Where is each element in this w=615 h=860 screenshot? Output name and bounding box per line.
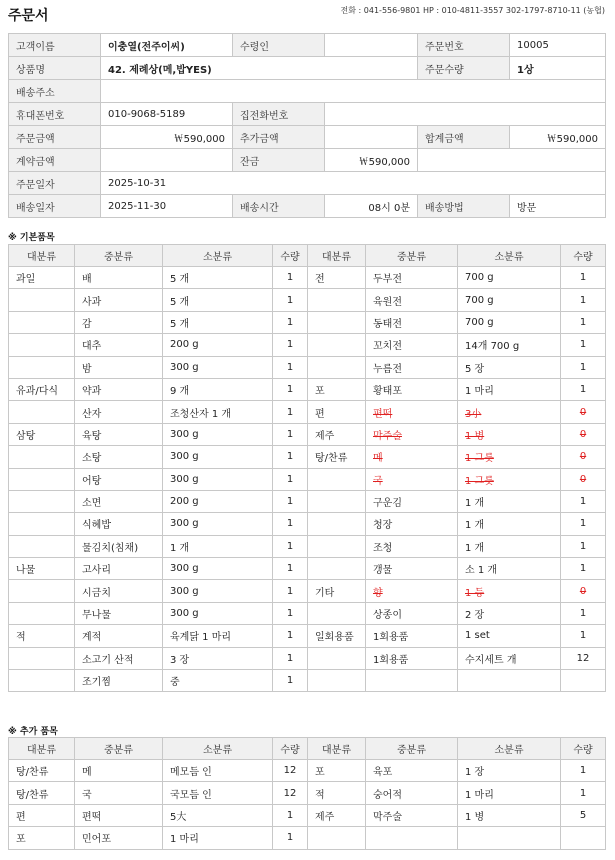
quantity-cell: 1	[273, 378, 308, 400]
minor-category-cell: 300 g	[163, 446, 273, 468]
table-row	[9, 289, 606, 311]
order-info-table	[8, 33, 606, 218]
middle-category-cell: 약과	[75, 378, 163, 400]
minor-category-cell: 조청산자 1 개	[163, 401, 273, 423]
major-category-cell: 편	[308, 401, 366, 423]
quantity-cell: 1	[273, 580, 308, 602]
middle-category-cell: 소면	[75, 490, 163, 512]
quantity-cell: 1	[561, 602, 606, 624]
major-category-cell: 전	[308, 267, 366, 289]
middle-category-cell: 1회용품	[366, 647, 458, 669]
table-row	[9, 423, 606, 445]
major-category-cell: 제주	[308, 423, 366, 445]
middle-category-cell: 물김치(침채)	[75, 535, 163, 557]
middle-category-cell: 조기찜	[75, 670, 163, 692]
middle-category-cell: 편떡	[75, 804, 163, 826]
table-row	[9, 580, 606, 602]
table-row	[9, 827, 606, 849]
middle-category-cell: 배	[75, 267, 163, 289]
middle-category-cell: 막주술	[366, 804, 458, 826]
quantity-cell: 1	[273, 625, 308, 647]
major-category-cell	[9, 468, 75, 490]
column-header-minor-category: 소분류	[163, 738, 273, 760]
middle-category-cell: 밤	[75, 356, 163, 378]
middle-category-cell: 소고기 산적	[75, 647, 163, 669]
quantity-cell: 1	[273, 827, 308, 849]
middle-category-cell: 누름전	[366, 356, 458, 378]
table-row	[9, 378, 606, 400]
major-category-cell	[308, 490, 366, 512]
minor-category-cell: 2 장	[458, 602, 561, 624]
minor-category-cell: 1 그릇	[458, 446, 561, 468]
minor-category-cell: 5 개	[163, 289, 273, 311]
major-category-cell: 편	[9, 804, 75, 826]
header-row	[9, 738, 606, 760]
column-header-major-category: 대분류	[308, 245, 366, 267]
minor-category-cell: 5大	[163, 804, 273, 826]
column-header-minor-category: 소분류	[458, 245, 561, 267]
column-header-major-category: 대분류	[9, 245, 75, 267]
quantity-cell: 1	[561, 760, 606, 782]
customer-label: 고객이름	[9, 34, 101, 57]
column-header-minor-category: 소분류	[163, 245, 273, 267]
major-category-cell	[9, 401, 75, 423]
column-header-quantity: 수량	[273, 245, 308, 267]
middle-category-cell: 대추	[75, 334, 163, 356]
middle-category-cell: 국	[366, 468, 458, 490]
minor-category-cell: 수지세트 개	[458, 647, 561, 669]
balance-value: ￦590,000	[325, 149, 418, 172]
middle-category-cell: 어탕	[75, 468, 163, 490]
product-label: 상품명	[9, 57, 101, 80]
empty-cell	[418, 149, 606, 172]
qty-value: 1상	[510, 57, 606, 80]
major-category-cell	[9, 311, 75, 333]
major-category-cell	[9, 535, 75, 557]
middle-category-cell: 계적	[75, 625, 163, 647]
customer-value: 이충열(전주이씨)	[101, 34, 233, 57]
minor-category-cell: 1 개	[163, 535, 273, 557]
quantity-cell: 1	[273, 311, 308, 333]
quantity-cell: 12	[561, 647, 606, 669]
minor-category-cell: 육계닭 1 마리	[163, 625, 273, 647]
column-header-major-category: 대분류	[9, 738, 75, 760]
order-info-row	[9, 126, 606, 149]
quantity-cell: 0	[561, 446, 606, 468]
middle-category-cell: 시금치	[75, 580, 163, 602]
quantity-cell: 1	[273, 558, 308, 580]
middle-category-cell: 두부전	[366, 267, 458, 289]
middle-category-cell: 산자	[75, 401, 163, 423]
major-category-cell: 탕/찬류	[308, 446, 366, 468]
amount-value: ￦590,000	[101, 126, 233, 149]
minor-category-cell: 300 g	[163, 558, 273, 580]
delivery-method-label: 배송방법	[418, 195, 510, 218]
minor-category-cell: 300 g	[163, 513, 273, 535]
basic-items-title: ※ 기본품목	[8, 233, 55, 243]
product-value: 42. 제례상(메,밥YES)	[101, 57, 418, 80]
phone-value	[325, 103, 606, 126]
extra-items-table	[8, 737, 606, 850]
address-label: 배송주소	[9, 80, 101, 103]
quantity-cell: 5	[561, 804, 606, 826]
quantity-cell	[561, 670, 606, 692]
total-label: 합계금액	[418, 126, 510, 149]
quantity-cell: 1	[273, 446, 308, 468]
quantity-cell	[561, 827, 606, 849]
recipient-label: 수령인	[233, 34, 325, 57]
quantity-cell: 0	[561, 580, 606, 602]
table-row	[9, 760, 606, 782]
minor-category-cell: 300 g	[163, 356, 273, 378]
minor-category-cell: 5 개	[163, 311, 273, 333]
minor-category-cell: 1 그릇	[458, 468, 561, 490]
major-category-cell	[308, 513, 366, 535]
major-category-cell	[308, 670, 366, 692]
mobile-value: 010-9068-5189	[101, 103, 233, 126]
major-category-cell	[9, 580, 75, 602]
order-date-value: 2025-10-31	[101, 172, 606, 195]
table-row	[9, 311, 606, 333]
major-category-cell: 포	[9, 827, 75, 849]
middle-category-cell: 1회용품	[366, 625, 458, 647]
minor-category-cell: 700 g	[458, 267, 561, 289]
order-no-label: 주문번호	[418, 34, 510, 57]
quantity-cell: 1	[561, 490, 606, 512]
minor-category-cell: 3 장	[163, 647, 273, 669]
minor-category-cell: 14개 700 g	[458, 334, 561, 356]
major-category-cell	[308, 602, 366, 624]
minor-category-cell	[458, 827, 561, 849]
table-row	[9, 804, 606, 826]
middle-category-cell	[366, 827, 458, 849]
minor-category-cell: 300 g	[163, 580, 273, 602]
major-category-cell	[308, 827, 366, 849]
middle-category-cell: 청장	[366, 513, 458, 535]
minor-category-cell: 200 g	[163, 334, 273, 356]
qty-label: 주문수량	[418, 57, 510, 80]
phone-label: 집전화번호	[233, 103, 325, 126]
major-category-cell: 적	[9, 625, 75, 647]
quantity-cell: 1	[273, 289, 308, 311]
order-info-row	[9, 103, 606, 126]
major-category-cell: 삼탕	[9, 423, 75, 445]
middle-category-cell: 육원전	[366, 289, 458, 311]
minor-category-cell: 1 마리	[163, 827, 273, 849]
major-category-cell	[9, 289, 75, 311]
major-category-cell	[9, 446, 75, 468]
major-category-cell	[9, 647, 75, 669]
quantity-cell: 1	[561, 378, 606, 400]
quantity-cell: 1	[273, 334, 308, 356]
major-category-cell	[308, 468, 366, 490]
column-header-minor-category: 소분류	[458, 738, 561, 760]
middle-category-cell: 동태전	[366, 311, 458, 333]
table-row	[9, 647, 606, 669]
table-row	[9, 334, 606, 356]
major-category-cell	[308, 289, 366, 311]
table-row	[9, 625, 606, 647]
minor-category-cell: 1 개	[458, 513, 561, 535]
middle-category-cell: 편떡	[366, 401, 458, 423]
major-category-cell	[308, 558, 366, 580]
quantity-cell: 1	[561, 558, 606, 580]
column-header-middle-category: 중분류	[366, 738, 458, 760]
minor-category-cell: 메모듬 인	[163, 760, 273, 782]
minor-category-cell: 1 마리	[458, 378, 561, 400]
minor-category-cell: 700 g	[458, 289, 561, 311]
quantity-cell: 1	[561, 289, 606, 311]
minor-category-cell: 300 g	[163, 602, 273, 624]
quantity-cell: 1	[561, 625, 606, 647]
column-header-middle-category: 중분류	[75, 245, 163, 267]
quantity-cell: 0	[561, 468, 606, 490]
quantity-cell: 1	[273, 602, 308, 624]
delivery-date-label: 배송일자	[9, 195, 101, 218]
table-row	[9, 513, 606, 535]
minor-category-cell: 1 등	[458, 580, 561, 602]
table-row	[9, 356, 606, 378]
quantity-cell: 1	[273, 401, 308, 423]
middle-category-cell: 감	[75, 311, 163, 333]
quantity-cell: 1	[561, 356, 606, 378]
quantity-cell: 12	[273, 782, 308, 804]
column-header-major-category: 대분류	[308, 738, 366, 760]
table-row	[9, 670, 606, 692]
table-row	[9, 782, 606, 804]
total-value: ￦590,000	[510, 126, 606, 149]
column-header-quantity: 수량	[561, 738, 606, 760]
column-header-quantity: 수량	[561, 245, 606, 267]
major-category-cell	[9, 490, 75, 512]
address-value	[101, 80, 606, 103]
order-no-value: 10005	[510, 34, 606, 57]
middle-category-cell: 상종이	[366, 602, 458, 624]
major-category-cell	[9, 670, 75, 692]
minor-category-cell	[458, 670, 561, 692]
minor-category-cell: 300 g	[163, 468, 273, 490]
minor-category-cell: 1 마리	[458, 782, 561, 804]
table-row	[9, 401, 606, 423]
balance-label: 잔금	[233, 149, 325, 172]
quantity-cell: 1	[273, 535, 308, 557]
extra-items-title: ※ 추가 품목	[8, 727, 58, 737]
major-category-cell	[9, 602, 75, 624]
quantity-cell: 1	[561, 311, 606, 333]
table-row	[9, 558, 606, 580]
major-category-cell	[9, 356, 75, 378]
extra-amount-value	[325, 126, 418, 149]
middle-category-cell: 꼬치전	[366, 334, 458, 356]
major-category-cell: 과일	[9, 267, 75, 289]
major-category-cell: 기타	[308, 580, 366, 602]
table-row	[9, 446, 606, 468]
major-category-cell: 탕/찬류	[9, 760, 75, 782]
quantity-cell: 1	[273, 647, 308, 669]
mobile-label: 휴대폰번호	[9, 103, 101, 126]
middle-category-cell: 국	[75, 782, 163, 804]
middle-category-cell: 구운김	[366, 490, 458, 512]
middle-category-cell: 숭어적	[366, 782, 458, 804]
middle-category-cell: 막주술	[366, 423, 458, 445]
minor-category-cell: 9 개	[163, 378, 273, 400]
middle-category-cell: 육탕	[75, 423, 163, 445]
major-category-cell: 제주	[308, 804, 366, 826]
minor-category-cell: 1 병	[458, 804, 561, 826]
delivery-date-value: 2025-11-30	[101, 195, 233, 218]
minor-category-cell: 1 개	[458, 535, 561, 557]
order-date-label: 주문일자	[9, 172, 101, 195]
middle-category-cell: 갱물	[366, 558, 458, 580]
minor-category-cell: 300 g	[163, 423, 273, 445]
deposit-value	[101, 149, 233, 172]
minor-category-cell: 1 개	[458, 490, 561, 512]
table-row	[9, 490, 606, 512]
delivery-time-value: 08시 0분	[325, 195, 418, 218]
major-category-cell	[9, 334, 75, 356]
major-category-cell: 일회용품	[308, 625, 366, 647]
minor-category-cell: 1 병	[458, 423, 561, 445]
minor-category-cell: 소 1 개	[458, 558, 561, 580]
quantity-cell: 1	[273, 670, 308, 692]
minor-category-cell: 3小	[458, 401, 561, 423]
column-header-middle-category: 중분류	[366, 245, 458, 267]
amount-label: 주문금액	[9, 126, 101, 149]
quantity-cell: 0	[561, 423, 606, 445]
major-category-cell: 포	[308, 378, 366, 400]
major-category-cell	[308, 356, 366, 378]
basic-items-table	[8, 244, 606, 692]
table-row	[9, 267, 606, 289]
middle-category-cell: 민어포	[75, 827, 163, 849]
middle-category-cell: 메	[366, 446, 458, 468]
quantity-cell: 1	[273, 423, 308, 445]
minor-category-cell: 중	[163, 670, 273, 692]
delivery-method-value: 방문	[510, 195, 606, 218]
major-category-cell: 적	[308, 782, 366, 804]
column-header-middle-category: 중분류	[75, 738, 163, 760]
quantity-cell: 1	[561, 334, 606, 356]
middle-category-cell: 식혜밥	[75, 513, 163, 535]
middle-category-cell: 조청	[366, 535, 458, 557]
quantity-cell: 1	[561, 782, 606, 804]
major-category-cell	[9, 513, 75, 535]
major-category-cell	[308, 647, 366, 669]
header-row	[9, 245, 606, 267]
quantity-cell: 1	[273, 267, 308, 289]
quantity-cell: 1	[561, 513, 606, 535]
quantity-cell: 1	[273, 356, 308, 378]
quantity-cell: 1	[273, 490, 308, 512]
minor-category-cell: 700 g	[458, 311, 561, 333]
minor-category-cell: 1 장	[458, 760, 561, 782]
minor-category-cell: 200 g	[163, 490, 273, 512]
minor-category-cell: 1 set	[458, 625, 561, 647]
quantity-cell: 1	[561, 267, 606, 289]
quantity-cell: 1	[561, 535, 606, 557]
major-category-cell: 유과/다식	[9, 378, 75, 400]
order-info-row	[9, 80, 606, 103]
table-row	[9, 468, 606, 490]
minor-category-cell: 5 개	[163, 267, 273, 289]
major-category-cell	[308, 311, 366, 333]
quantity-cell: 1	[273, 513, 308, 535]
major-category-cell	[308, 535, 366, 557]
order-info-row	[9, 57, 606, 80]
order-info-row	[9, 195, 606, 218]
minor-category-cell: 국모듬 인	[163, 782, 273, 804]
middle-category-cell: 육포	[366, 760, 458, 782]
deposit-label: 계약금액	[9, 149, 101, 172]
page-title: 주문서	[8, 8, 49, 24]
column-header-quantity: 수량	[273, 738, 308, 760]
order-info-row	[9, 34, 606, 57]
delivery-time-label: 배송시간	[233, 195, 325, 218]
extra-amount-label: 추가금액	[233, 126, 325, 149]
middle-category-cell: 메	[75, 760, 163, 782]
major-category-cell	[308, 334, 366, 356]
middle-category-cell: 향	[366, 580, 458, 602]
order-info-row	[9, 149, 606, 172]
major-category-cell: 포	[308, 760, 366, 782]
quantity-cell: 12	[273, 760, 308, 782]
middle-category-cell	[366, 670, 458, 692]
middle-category-cell: 사과	[75, 289, 163, 311]
quantity-cell: 0	[561, 401, 606, 423]
recipient-value	[325, 34, 418, 57]
quantity-cell: 1	[273, 804, 308, 826]
minor-category-cell: 5 장	[458, 356, 561, 378]
middle-category-cell: 고사리	[75, 558, 163, 580]
table-row	[9, 535, 606, 557]
middle-category-cell: 소탕	[75, 446, 163, 468]
middle-category-cell: 무나물	[75, 602, 163, 624]
order-info-row	[9, 172, 606, 195]
major-category-cell: 탕/찬류	[9, 782, 75, 804]
middle-category-cell: 황태포	[366, 378, 458, 400]
quantity-cell: 1	[273, 468, 308, 490]
major-category-cell: 나물	[9, 558, 75, 580]
contact-info: 전화 : 041-556-9801 HP : 010-4811-3557 302-1797-8710-11 (농협)	[340, 6, 605, 15]
table-row	[9, 602, 606, 624]
